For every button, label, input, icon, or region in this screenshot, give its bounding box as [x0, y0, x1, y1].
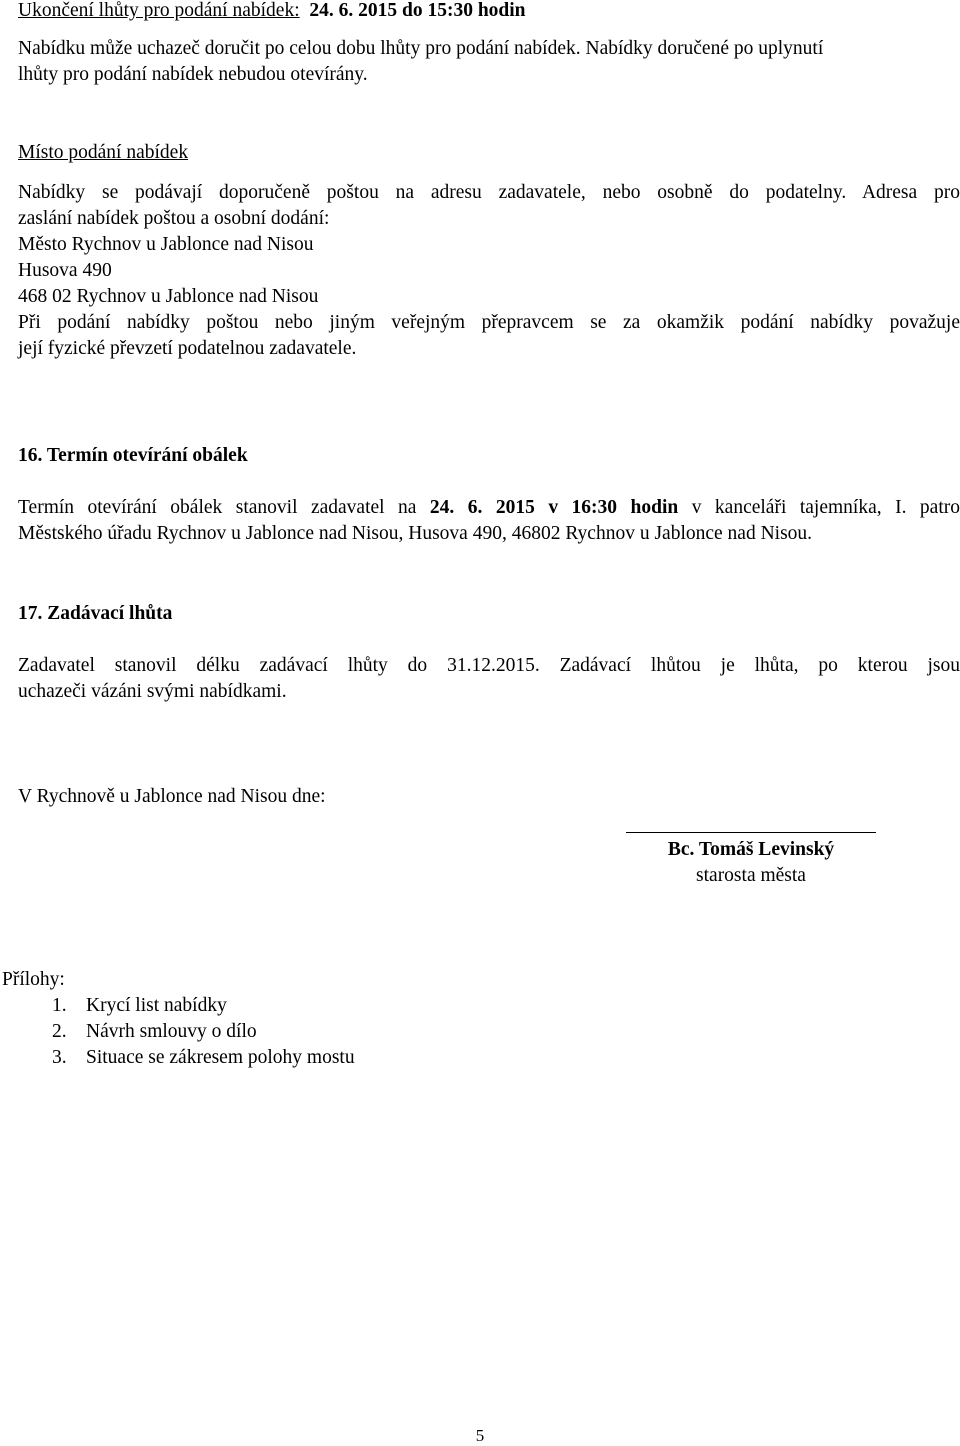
- closing-place-date: V Rychnově u Jablonce nad Nisou dne:: [18, 786, 326, 807]
- attachment-text: Návrh smlouvy o dílo: [86, 1021, 257, 1042]
- attachments-label: Přílohy:: [2, 969, 65, 990]
- place-note-line-1: Při podání nabídky poštou nebo jiným veřejným přepravcem se za okamžik podání nabídky považuje: [18, 312, 960, 333]
- delivery-text-line-1: Nabídku může uchazeč doručit po celou dobu lhůty pro podání nabídek. Nabídky doručené po uplynutí: [18, 38, 824, 59]
- signer-title: starosta města: [696, 865, 806, 886]
- section-16-text-b: v kanceláři tajemníka, I. patro: [678, 497, 960, 518]
- place-text-line-2: zaslání nabídek poštou a osobní dodání:: [18, 208, 330, 229]
- attachment-item: [52, 1045, 355, 1071]
- opening-datetime: 24. 6. 2015 v 16:30 hodin: [429, 497, 679, 518]
- section-16-text-a: Termín otevírání obálek stanovil zadavatel na: [18, 497, 430, 518]
- place-heading: Místo podání nabídek: [18, 142, 189, 163]
- section-16-text-line-2: Městského úřadu Rychnov u Jablonce nad Nisou, Husova 490, 46802 Rychnov u Jablonce nad Nisou.: [18, 523, 813, 544]
- section-17-heading: 17. Zadávací lhůta: [18, 603, 173, 624]
- deadline-label: Ukončení lhůty pro podání nabídek:: [18, 0, 300, 21]
- signer-name: Bc. Tomáš Levinský: [667, 839, 835, 860]
- section-16-heading: 16. Termín otevírání obálek: [18, 445, 248, 466]
- attachment-text: Krycí list nabídky: [86, 995, 227, 1016]
- section-17-text-line-2: uchazeči vázáni svými nabídkami.: [18, 681, 287, 702]
- attachment-number: 1.: [52, 995, 67, 1016]
- place-text-line-1: Nabídky se podávají doporučeně poštou na adresu zadavatele, nebo osobně do podatelny. Adresa pro: [18, 182, 960, 203]
- attachment-text: Situace se zákresem polohy mostu: [86, 1047, 355, 1068]
- address-line-1: Město Rychnov u Jablonce nad Nisou: [18, 234, 314, 255]
- attachment-item: [52, 993, 227, 1019]
- section-17-text-line-1: Zadavatel stanovil délku zadávací lhůty do 31.12.2015. Zadávací lhůtou je lhůta, po kterou jsou: [18, 655, 960, 676]
- address-line-2: Husova 490: [18, 260, 112, 281]
- page-number: 5: [475, 1426, 485, 1445]
- attachment-item: [52, 1019, 257, 1045]
- deadline-value: 24. 6. 2015 do 15:30 hodin: [309, 0, 526, 21]
- attachment-number: 3.: [52, 1047, 67, 1068]
- section-16-text-line-1: [18, 495, 960, 521]
- place-note-line-2: její fyzické převzetí podatelnou zadavatele.: [18, 338, 357, 359]
- deadline-line: [18, 0, 526, 24]
- address-line-3: 468 02 Rychnov u Jablonce nad Nisou: [18, 286, 319, 307]
- delivery-text-line-2: lhůty pro podání nabídek nebudou otevírány.: [18, 64, 368, 85]
- attachment-number: 2.: [52, 1021, 67, 1042]
- signature-line: [626, 832, 876, 833]
